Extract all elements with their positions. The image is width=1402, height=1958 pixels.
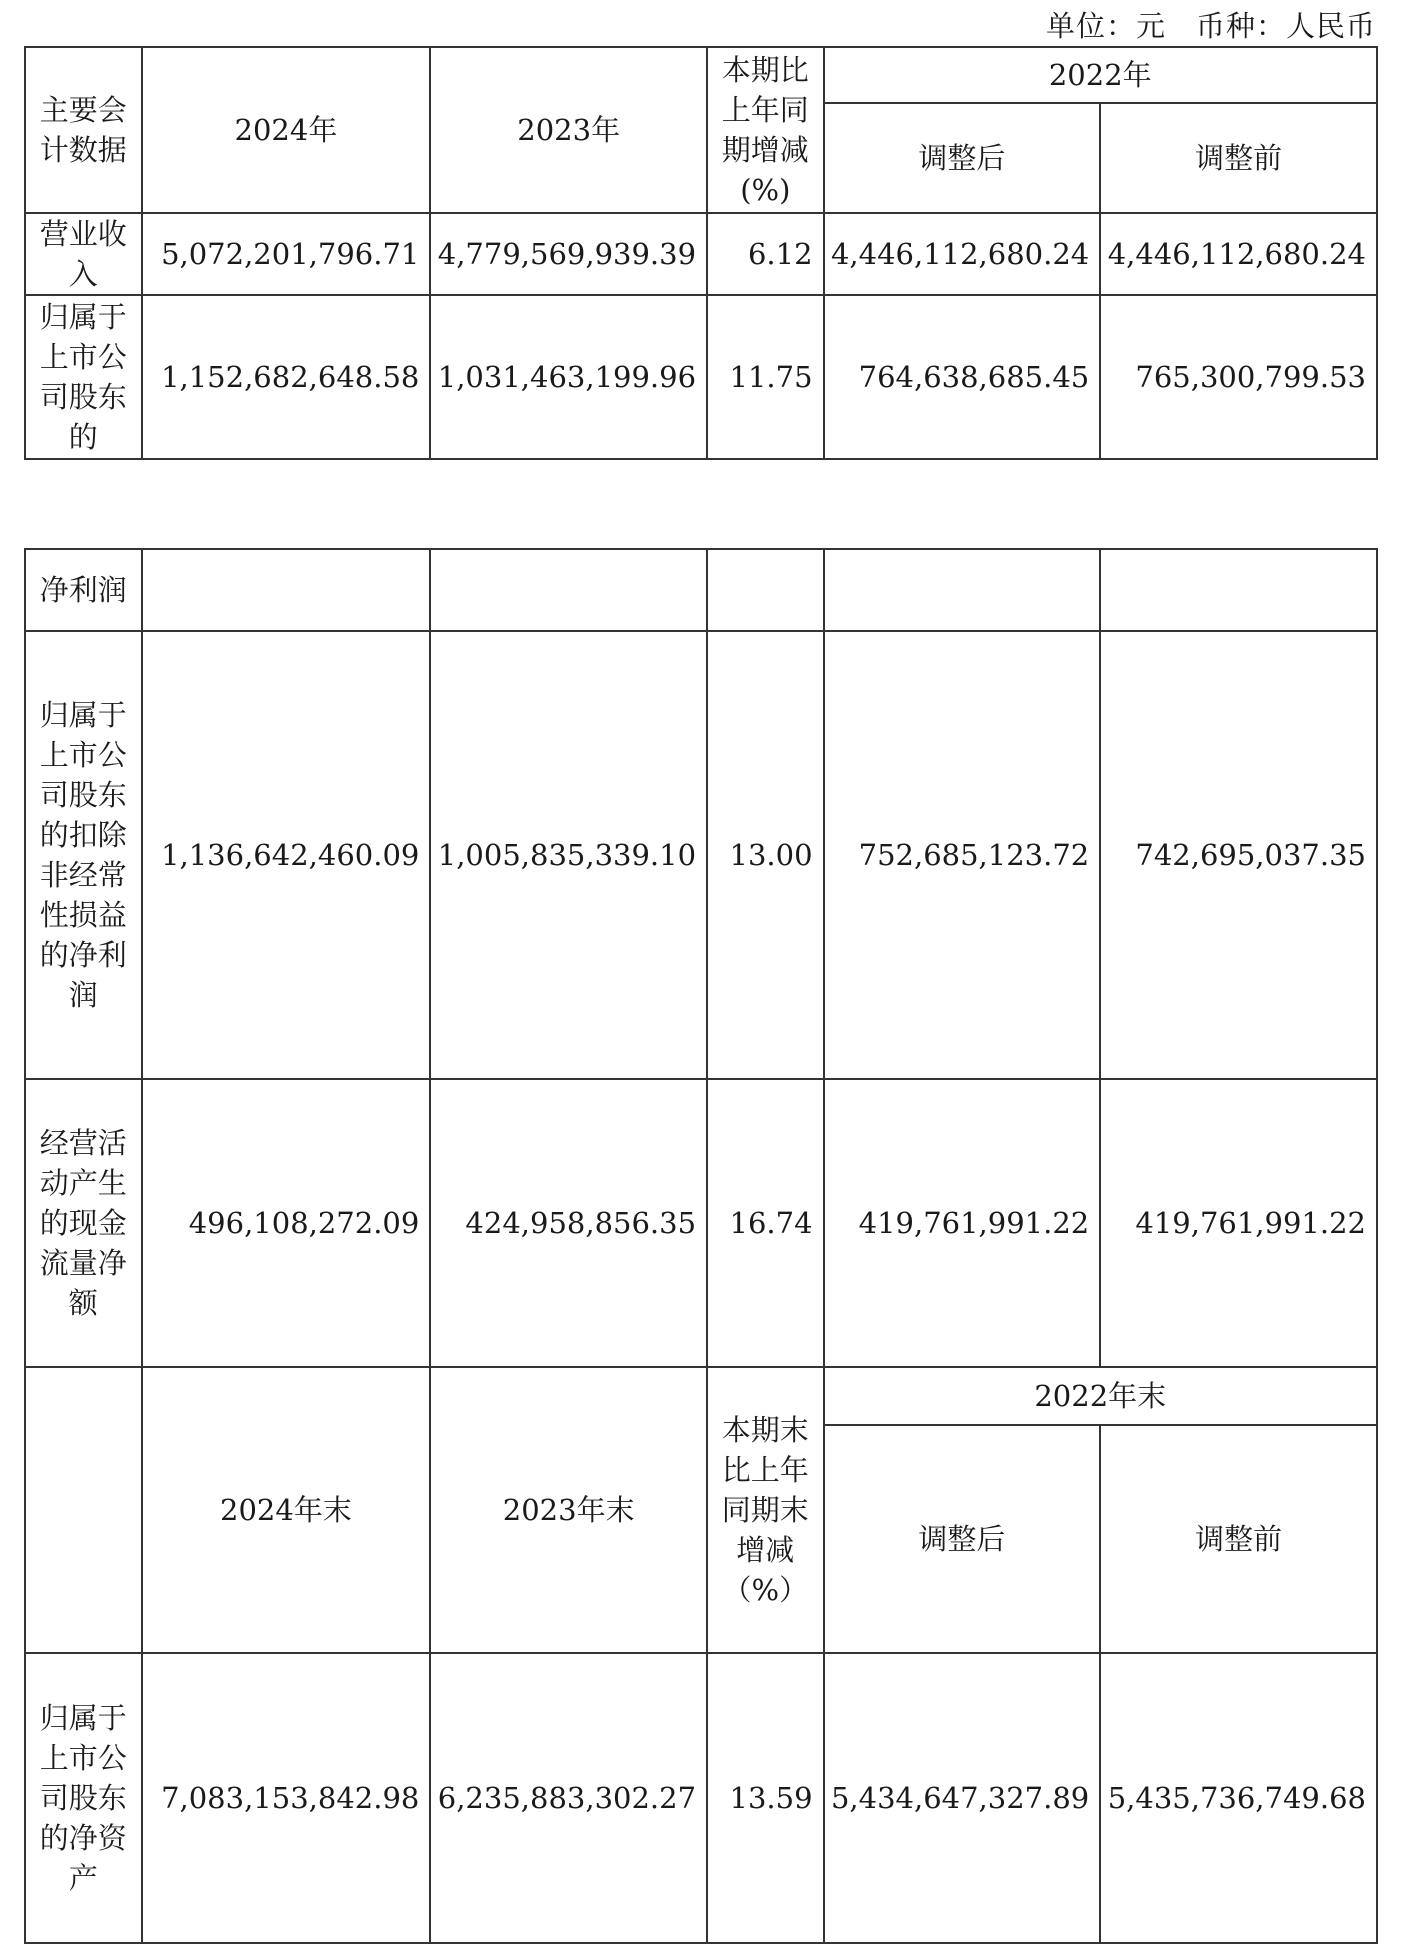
- cell-before: 742,695,037.35: [1100, 631, 1377, 1079]
- row-label: 归属于上市公司股东的净资产: [25, 1653, 142, 1943]
- cell-adjusted: 4,446,112,680.24: [824, 213, 1101, 295]
- cell-2024: 1,136,642,460.09: [142, 631, 431, 1079]
- unit-line: [1046, 4, 1376, 45]
- table-row: [25, 1079, 1377, 1367]
- cell-change: 6.12: [707, 213, 824, 295]
- cell-2024: 496,108,272.09: [142, 1079, 431, 1367]
- unit-label: 单位：元: [1045, 9, 1166, 43]
- cell-adjusted: [824, 549, 1101, 631]
- cell-2023: 1,031,463,199.96: [430, 295, 707, 459]
- header2-2023: 2023年末: [430, 1367, 707, 1653]
- cell-before: 765,300,799.53: [1100, 295, 1377, 459]
- table-row: [25, 631, 1377, 1079]
- cell-2024: 7,083,153,842.98: [142, 1653, 431, 1943]
- header-item: 主要会计数据: [25, 47, 142, 213]
- row-label: 营业收入: [25, 213, 142, 295]
- financial-table-bottom: [24, 548, 1378, 1944]
- row-label: 归属于上市公司股东的扣除非经常性损益的净利润: [25, 631, 142, 1079]
- row-label: 净利润: [25, 549, 142, 631]
- cell-change: 13.59: [707, 1653, 824, 1943]
- cell-2023: 4,779,569,939.39: [430, 213, 707, 295]
- cell-2024: 5,072,201,796.71: [142, 213, 431, 295]
- header2-change: 本期末比上年同期末增减（%）: [707, 1367, 824, 1653]
- table-row: [25, 295, 1377, 459]
- cell-2023: [430, 549, 707, 631]
- header-adjusted: 调整后: [824, 103, 1101, 213]
- header-2022: 2022年: [824, 47, 1377, 103]
- cell-adjusted: 764,638,685.45: [824, 295, 1101, 459]
- cell-2024: 1,152,682,648.58: [142, 295, 431, 459]
- row-label: 经营活动产生的现金流量净额: [25, 1079, 142, 1367]
- header2-2024: 2024年末: [142, 1367, 431, 1653]
- cell-change: 13.00: [707, 631, 824, 1079]
- cell-2023: 1,005,835,339.10: [430, 631, 707, 1079]
- table-row: [25, 549, 1377, 631]
- row-label: 归属于上市公司股东的: [25, 295, 142, 459]
- cell-change: [707, 549, 824, 631]
- table-row: [25, 1653, 1377, 1943]
- cell-change: 11.75: [707, 295, 824, 459]
- cell-2024: [142, 549, 431, 631]
- financial-table-top: [24, 46, 1378, 460]
- cell-2023: 6,235,883,302.27: [430, 1653, 707, 1943]
- table-row: [25, 213, 1377, 295]
- header2-before: 调整前: [1100, 1425, 1377, 1653]
- cell-before: 419,761,991.22: [1100, 1079, 1377, 1367]
- cell-change: 16.74: [707, 1079, 824, 1367]
- cell-2023: 424,958,856.35: [430, 1079, 707, 1367]
- cell-before: [1100, 549, 1377, 631]
- header-change: 本期比上年同期增减(%): [707, 47, 824, 213]
- cell-adjusted: 5,434,647,327.89: [824, 1653, 1101, 1943]
- cell-adjusted: 419,761,991.22: [824, 1079, 1101, 1367]
- header2-adjusted: 调整后: [824, 1425, 1101, 1653]
- cell-before: 5,435,736,749.68: [1100, 1653, 1377, 1943]
- header2-2022: 2022年末: [824, 1367, 1377, 1425]
- cell-before: 4,446,112,680.24: [1100, 213, 1377, 295]
- header-2023: 2023年: [430, 47, 707, 213]
- header2-item: [25, 1367, 142, 1653]
- cell-adjusted: 752,685,123.72: [824, 631, 1101, 1079]
- header-before: 调整前: [1100, 103, 1377, 213]
- currency-label: 币种：人民币: [1195, 9, 1376, 43]
- header-2024: 2024年: [142, 47, 431, 213]
